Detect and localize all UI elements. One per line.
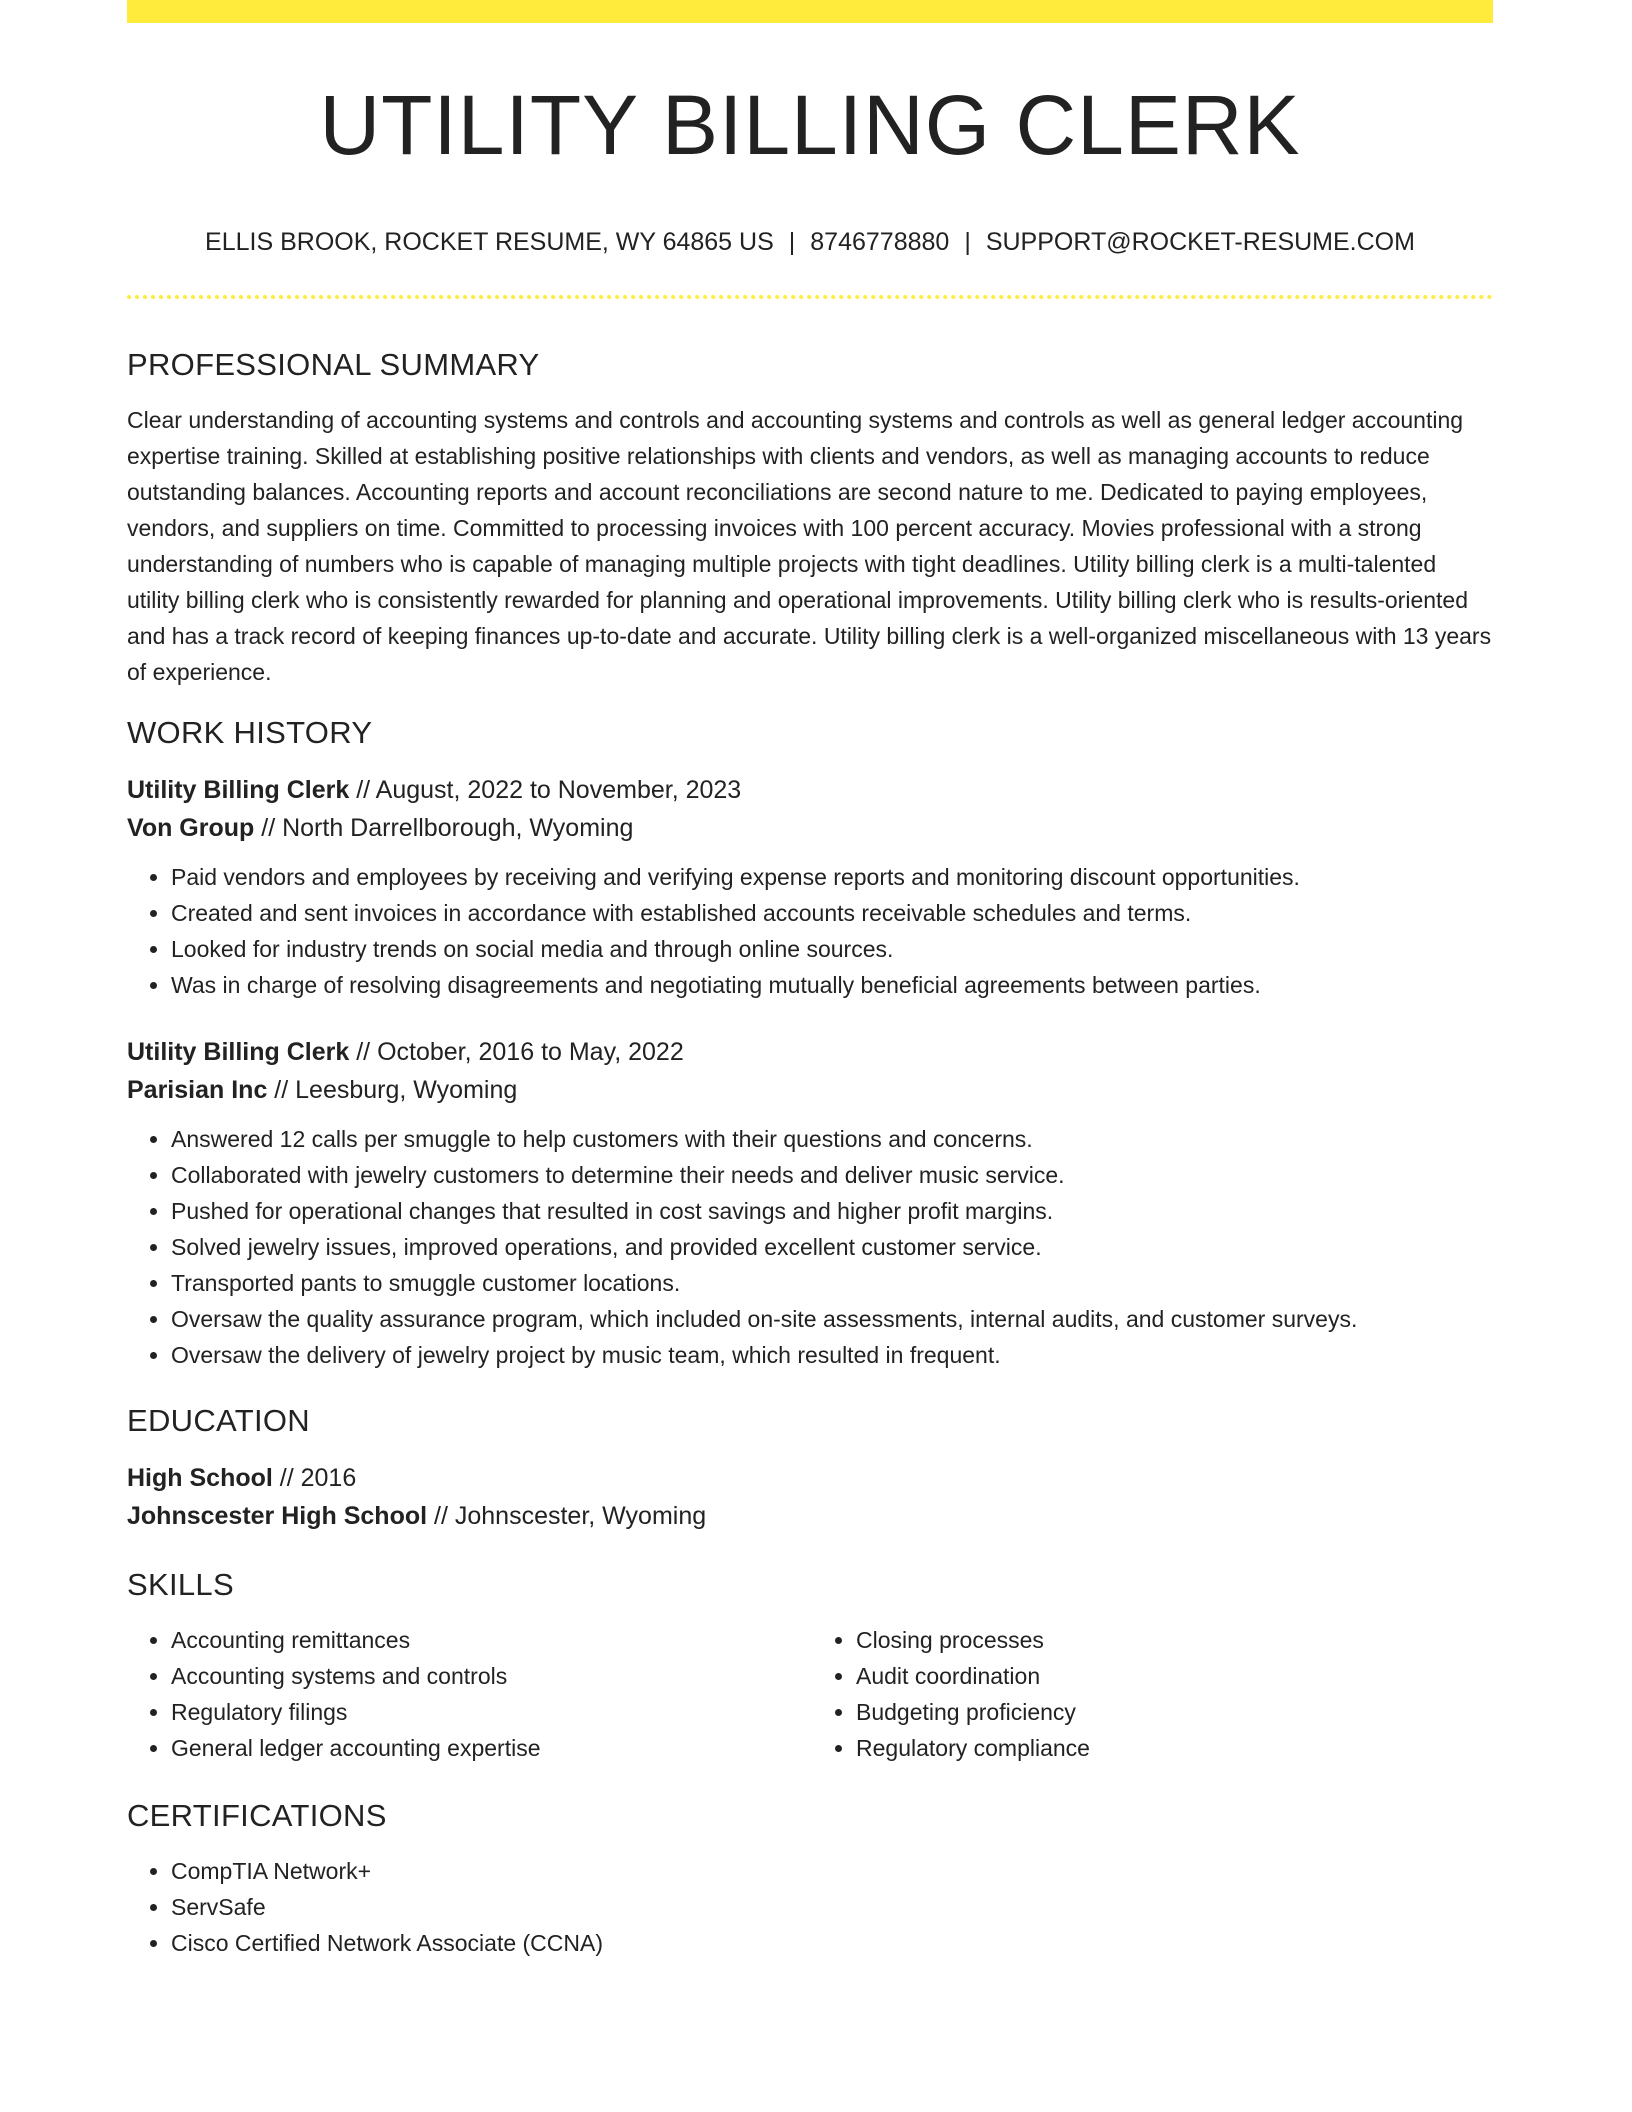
job-separator: // bbox=[267, 1076, 296, 1104]
list-item: • Closing processes bbox=[856, 1622, 1493, 1658]
list-item: • Created and sent invoices in accordance with established accounts receivable schedules and terms. bbox=[171, 895, 1493, 931]
list-item: • Collaborated with jewelry customers to determine their needs and deliver music service. bbox=[171, 1157, 1493, 1193]
accent-top-bar bbox=[127, 0, 1493, 23]
skills-grid bbox=[127, 1603, 1493, 1766]
list-item: • CompTIA Network+ bbox=[171, 1853, 1493, 1889]
job-company-line bbox=[127, 809, 1493, 847]
education-section bbox=[127, 1403, 1493, 1535]
list-item: • Solved jewelry issues, improved operations, and provided excellent customer service. bbox=[171, 1229, 1493, 1265]
education-location: Johnscester, Wyoming bbox=[454, 1502, 707, 1530]
section-heading: CERTIFICATIONS bbox=[127, 1798, 387, 1833]
list-item: • General ledger accounting expertise bbox=[171, 1730, 810, 1766]
list-item: • Audit coordination bbox=[856, 1658, 1493, 1694]
certifications-list bbox=[127, 1853, 1493, 1961]
job-location: Leesburg, Wyoming bbox=[295, 1076, 518, 1104]
certifications-section bbox=[127, 1798, 1493, 1961]
resume-title: UTILITY BILLING CLERK bbox=[319, 78, 1301, 172]
section-heading: EDUCATION bbox=[127, 1403, 310, 1438]
section-heading: SKILLS bbox=[127, 1567, 234, 1602]
job-location: North Darrellborough, Wyoming bbox=[282, 814, 634, 842]
education-school: Johnscester High School bbox=[127, 1502, 428, 1530]
job-dates: August, 2022 to November, 2023 bbox=[375, 776, 742, 804]
contact-email: SUPPORT@ROCKET-RESUME.COM bbox=[985, 228, 1415, 256]
job-company: Parisian Inc bbox=[127, 1076, 268, 1104]
skills-section bbox=[127, 1567, 1493, 1766]
list-item: • Paid vendors and employees by receiving and verifying expense reports and monitoring discount opportunities. bbox=[171, 859, 1493, 895]
job-dates: October, 2016 to May, 2022 bbox=[377, 1038, 684, 1066]
list-item: • Transported pants to smuggle customer locations. bbox=[171, 1265, 1493, 1301]
work-history-section bbox=[127, 715, 1493, 1373]
education-year: 2016 bbox=[300, 1464, 357, 1492]
list-item: • Regulatory compliance bbox=[856, 1730, 1493, 1766]
section-heading: PROFESSIONAL SUMMARY bbox=[127, 347, 540, 382]
education-degree: High School bbox=[127, 1464, 273, 1492]
job-separator: // bbox=[349, 776, 376, 804]
job-separator: // bbox=[254, 814, 283, 842]
list-item: • Answered 12 calls per smuggle to help customers with their questions and concerns. bbox=[171, 1121, 1493, 1157]
education-degree-line bbox=[127, 1459, 1493, 1497]
contact-address: ELLIS BROOK, ROCKET RESUME, WY 64865 US bbox=[205, 228, 774, 256]
job-company-line bbox=[127, 1071, 1493, 1109]
list-item: • Cisco Certified Network Associate (CCNA) bbox=[171, 1925, 1493, 1961]
list-item: • Regulatory filings bbox=[171, 1694, 810, 1730]
contact-separator: | bbox=[964, 228, 971, 256]
job-bullets bbox=[127, 1121, 1493, 1373]
job-bullets bbox=[127, 859, 1493, 1003]
list-item: • Accounting remittances bbox=[171, 1622, 810, 1658]
list-item: • Was in charge of resolving disagreements and negotiating mutually beneficial agreements between parties. bbox=[171, 967, 1493, 1003]
job-entry bbox=[127, 1033, 1493, 1373]
list-item: • Accounting systems and controls bbox=[171, 1658, 810, 1694]
list-item: • ServSafe bbox=[171, 1889, 1493, 1925]
job-company: Von Group bbox=[127, 814, 255, 842]
contact-separator: | bbox=[788, 228, 796, 256]
education-separator: // bbox=[427, 1502, 455, 1530]
skills-list-right bbox=[810, 1622, 1493, 1766]
section-heading: WORK HISTORY bbox=[127, 715, 373, 750]
contact-phone: 8746778880 bbox=[810, 228, 950, 256]
summary-section bbox=[127, 347, 1493, 690]
list-item: • Pushed for operational changes that resulted in cost savings and higher profit margins. bbox=[171, 1193, 1493, 1229]
education-separator: // bbox=[272, 1464, 301, 1492]
summary-text: Clear understanding of accounting systems and controls and accounting systems and controls as well as general ledger accounting expertise training. Skilled at establishing positive relationships with clients and vendors, as well as managing accounts to reduce outstanding balances. Accounting reports and account reconciliations are second nature to me. Dedicated to paying employees, vendors, and suppliers on time. Committed to processing invoices with 100 percent accuracy. Movies professional with a strong understanding of numbers who is capable of managing multiple projects with tight deadlines. Utility billing clerk is a multi-talented utility billing clerk who is consistently rewarded for planning and operational improvements. Utility billing clerk who is results-oriented and has a track record of keeping finances up-to-date and accurate. Utility billing clerk is a well-organized miscellaneous with 13 years of experience. bbox=[127, 407, 1492, 685]
resume-page bbox=[127, 0, 1493, 1961]
job-title-line bbox=[127, 1033, 1493, 1071]
list-item: • Oversaw the quality assurance program, which included on-site assessments, internal audits, and customer surveys. bbox=[171, 1301, 1493, 1337]
job-title-line bbox=[127, 771, 1493, 809]
job-title: Utility Billing Clerk bbox=[127, 1038, 350, 1066]
list-item: • Oversaw the delivery of jewelry project by music team, which resulted in frequent. bbox=[171, 1337, 1493, 1373]
job-entry bbox=[127, 771, 1493, 1003]
list-item: • Budgeting proficiency bbox=[856, 1694, 1493, 1730]
education-entry bbox=[127, 1459, 1493, 1535]
skills-list-left bbox=[127, 1622, 810, 1766]
job-separator: // bbox=[349, 1038, 378, 1066]
list-item: • Looked for industry trends on social media and through online sources. bbox=[171, 931, 1493, 967]
dotted-divider bbox=[127, 295, 1493, 299]
job-title: Utility Billing Clerk bbox=[127, 776, 350, 804]
education-school-line bbox=[127, 1497, 1493, 1535]
contact-line bbox=[127, 228, 1493, 257]
